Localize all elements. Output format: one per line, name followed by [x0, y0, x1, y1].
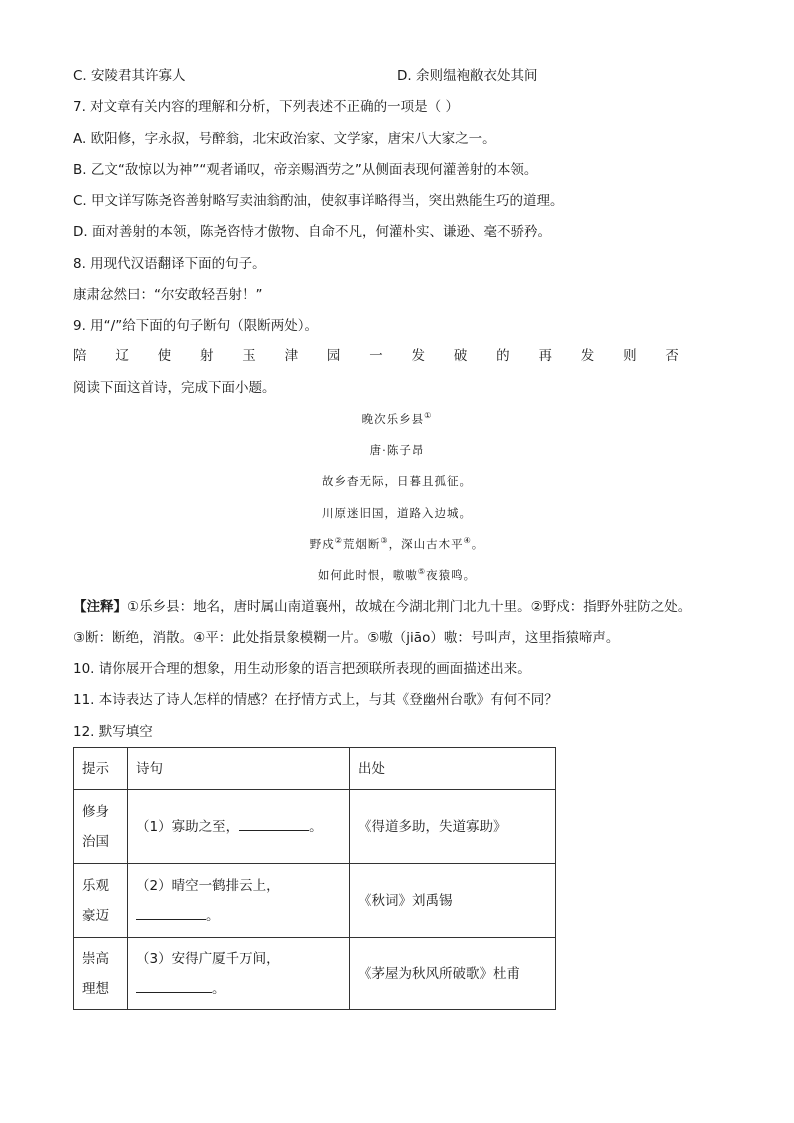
q9-char: 射 [199, 348, 214, 364]
q9-char: 发 [580, 348, 595, 364]
poem-line-4: 如何此时恨，嗷嗷⑤夜猿鸣。 [317, 567, 477, 582]
source-cell: 《得道多助，失道寡助》 [350, 790, 556, 864]
q11-stem: 11. 本诗表达了诗人怎样的情感？在抒情方式上，与其《登幽州台歌》有何不同？ [73, 692, 558, 708]
dictation-table [73, 747, 556, 1010]
q9-stem: 9. 用“/”给下面的句子断句（限断两处）。 [73, 318, 318, 334]
table-row [74, 864, 556, 938]
q7-option-d: D. 面对善射的本领，陈尧咨恃才傲物、自命不凡，何灌朴实、谦逊、毫不骄矜。 [73, 224, 551, 240]
blank-input[interactable] [239, 816, 309, 831]
option-c: C. 安陵君其许寡人 [73, 68, 186, 84]
notes-line-2: ③断：断绝，消散。④平：此处指景象模糊一片。⑤嗷（jiāo）嗷：号叫声，这里指猿啼声。 [73, 630, 620, 646]
option-d: D. 余则缊袍敝衣处其间 [397, 68, 538, 84]
table-header-row [74, 748, 556, 790]
header-hint: 提示 [74, 748, 128, 790]
q9-char: 破 [453, 348, 468, 364]
verse-cell: （3）安得广厦千万间， 。 [128, 938, 350, 1010]
q12-stem: 12. 默写填空 [73, 724, 153, 740]
reading-intro: 阅读下面这首诗，完成下面小题。 [73, 380, 276, 396]
q9-char: 则 [623, 348, 637, 364]
q9-char: 陪 [73, 348, 87, 364]
q8-stem: 8. 用现代汉语翻译下面的句子。 [73, 256, 266, 272]
q9-char: 玉 [242, 348, 256, 364]
q9-char: 再 [538, 348, 552, 364]
q9-char: 津 [284, 348, 299, 364]
notes-line-1: 【注释】①乐乡县：地名，唐时属山南道襄州，故城在今湖北荆门北九十里。②野戍：指野外驻防之处。 [73, 599, 692, 615]
blank-input[interactable] [136, 978, 212, 993]
q7-option-c: C. 甲文详写陈尧咨善射略写卖油翁酌油，使叙事详略得当，突出熟能生巧的道理。 [73, 193, 564, 209]
hint-cell: 修身 治国 [74, 790, 128, 864]
source-cell: 《茅屋为秋风所破歌》杜甫 [350, 938, 556, 1010]
q8-sentence: 康肃忿然曰：“尔安敢轻吾射！” [73, 287, 263, 303]
q7-option-b: B. 乙文“敌惊以为神”“观者诵叹，帝亲赐酒劳之”从侧面表现何灌善射的本领。 [73, 162, 538, 178]
poem-title: 晚次乐乡县① [361, 411, 433, 426]
verse-cell: （2）晴空一鹤排云上， 。 [128, 864, 350, 938]
notes-label: 【注释】 [73, 599, 127, 615]
q9-sentence [73, 346, 679, 366]
header-source: 出处 [350, 748, 556, 790]
verse-cell: （1）寡助之至， 。 [128, 790, 350, 864]
hint-cell: 乐观 豪迈 [74, 864, 128, 938]
q7-stem: 7. 对文章有关内容的理解和分析，下列表述不正确的一项是（ ） [73, 99, 459, 115]
poem-line-3: 野戍②荒烟断③，深山古木平④。 [309, 536, 485, 551]
poem-line-1: 故乡杳无际，日暮且孤征。 [322, 474, 472, 488]
table-row [74, 790, 556, 864]
q9-char: 一 [369, 348, 383, 364]
source-cell: 《秋词》刘禹锡 [350, 864, 556, 938]
hint-cell: 崇高 理想 [74, 938, 128, 1010]
q7-option-a: A. 欧阳修，字永叔，号醉翁，北宋政治家、文学家，唐宋八大家之一。 [73, 131, 496, 147]
poem-author: 唐·陈子昂 [369, 443, 425, 457]
q10-stem: 10. 请你展开合理的想象，用生动形象的语言把颈联所表现的画面描述出来。 [73, 661, 531, 677]
blank-input[interactable] [136, 905, 206, 920]
header-verse: 诗句 [128, 748, 350, 790]
q9-char: 的 [496, 348, 510, 364]
q9-char: 园 [326, 348, 341, 364]
q9-char: 发 [411, 348, 425, 364]
q9-char: 使 [157, 348, 172, 364]
table-row [74, 938, 556, 1010]
note-marker: ① [424, 411, 433, 421]
q9-char: 辽 [115, 348, 129, 364]
poem-line-2: 川原迷旧国，道路入边城。 [322, 506, 472, 520]
q9-char: 否 [665, 348, 679, 364]
